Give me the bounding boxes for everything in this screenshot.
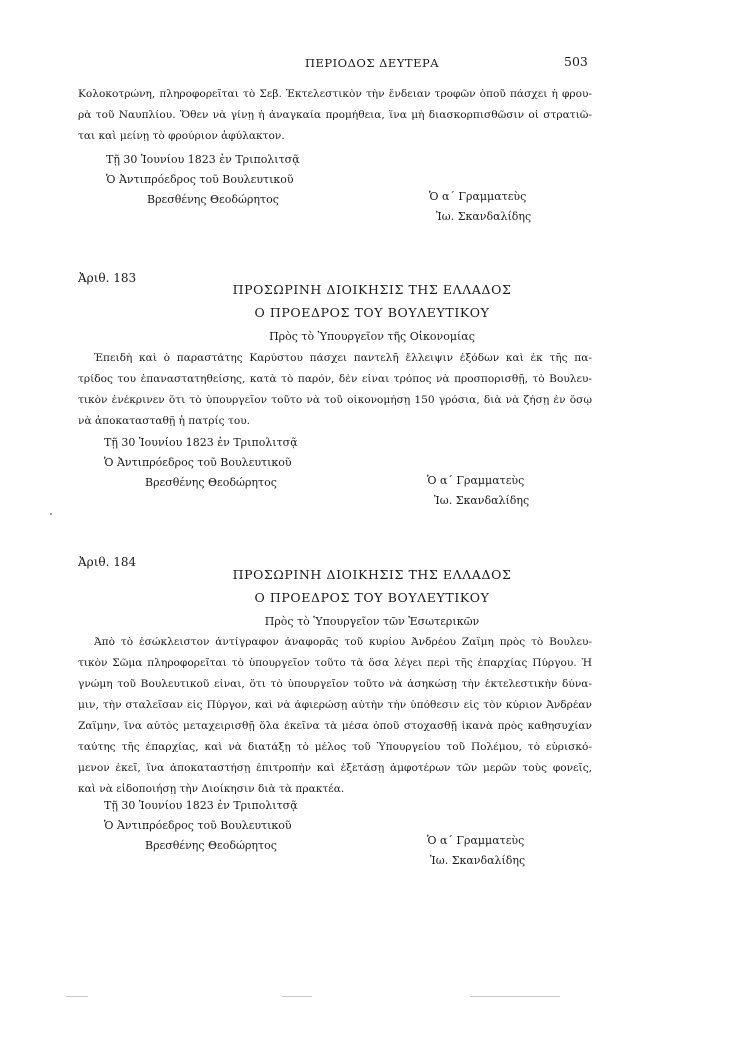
doc183-signer-title-left: Ὁ Ἀντιπρόεδρος τοῦ Βουλευτικοῦ — [104, 456, 292, 469]
doc183-number: Ἀριθ. 183 — [78, 271, 137, 285]
doc184-body-line-7: μενον ἐκεῖ, ἵνα ἀποκαταστήσῃ ἐπιτροπὴν καὶ ἐξετάσῃ ἀμφοτέρων τῶν μερῶν τοὺς φονεῖς, — [78, 763, 592, 774]
scan-speck — [50, 513, 52, 515]
doc183-header-government: ΠΡΟΣΩΡΙΝΗ ΔΙΟΙΚΗΣΙΣ ΤΗΣ ΕΛΛΑΔΟΣ — [232, 282, 512, 297]
doc184-body-line-5: Ζαΐμην, ἵνα αὐτὸς μεταχειρισθῇ ὅλα ἐκεῖνα τὰ μέσα ὁποῦ στοχασθῇ ἱκανὰ πρὸς καθησυχίαν — [78, 721, 592, 732]
continuation-signer-title-left: Ὁ Ἀντιπρόεδρος τοῦ Βουλευτικοῦ — [106, 173, 294, 186]
doc184-number: Ἀριθ. 184 — [78, 555, 137, 569]
doc184-body-line-4: μιν, τὴν σταλεῖσαν εἰς Πύργον, καὶ νὰ ἀφιερώσῃ αὐτὴν τὴν ὑπόθεσιν εἰς τὸν κύριον Ἀνδρέαν — [78, 700, 592, 711]
doc184-signer-name-right: Ἰω. Σκανδαλίδης — [430, 854, 526, 867]
continuation-line-1: Κολοκοτρώνη, πληροφορεῖται τὸ Σεβ. Ἐκτελεστικὸν τὴν ἔνδειαν τροφῶν ὁποῦ πάσχει ἡ φρου- — [78, 89, 592, 100]
scan-artifact — [470, 996, 560, 997]
doc184-signer-name-left: Βρεσθένης Θεοδώρητος — [145, 839, 277, 852]
doc183-signer-name-left: Βρεσθένης Θεοδώρητος — [145, 476, 277, 489]
doc184-date-place: Τῇ 30 Ἰουνίου 1823 ἐν Τριπολιτσᾷ — [104, 799, 298, 812]
doc184-signer-title-right: Ὁ α΄ Γραμματεὺς — [427, 834, 525, 847]
doc183-body-line-3: τικὸν ἐνέκρινεν ὅτι τὸ ὑπουργεῖον τοῦτο νὰ τοῦ οἰκονομήσῃ 150 γρόσια, διὰ νὰ ζήσῃ ἐν ὅσῳ — [78, 395, 592, 406]
scan-artifact — [66, 996, 88, 997]
doc184-body-line-8: καὶ νὰ εἰδοποιήσῃ τὴν Διοίκησιν διὰ τὰ πρακτέα. — [78, 783, 345, 795]
doc183-date-place: Τῇ 30 Ἰουνίου 1823 ἐν Τριπολιτσᾷ — [104, 436, 298, 449]
continuation-signer-name-left: Βρεσθένης Θεοδώρητος — [147, 193, 279, 206]
scan-artifact — [282, 996, 312, 997]
doc183-signer-title-right: Ὁ α΄ Γραμματεὺς — [427, 474, 525, 487]
doc184-body-line-3: γνώμη τοῦ Βουλευτικοῦ εἶναι, ὅτι τὸ ὑπουργεῖον τοῦτο νὰ ἀσηκώσῃ τὴν ἐκτελεστικὴν δύνα- — [78, 679, 592, 690]
doc184-addressee: Πρὸς τὸ Ὑπουργεῖον τῶν Ἐσωτερικῶν — [264, 615, 480, 628]
doc184-signer-title-left: Ὁ Ἀντιπρόεδρος τοῦ Βουλευτικοῦ — [104, 819, 292, 832]
continuation-line-3: ται καὶ μείνῃ τὸ φρούριον ἀφύλακτον. — [78, 130, 285, 142]
continuation-date-place: Τῇ 30 Ἰουνίου 1823 ἐν Τριπολιτσᾷ — [106, 153, 300, 166]
doc183-signer-name-right: Ἰω. Σκανδαλίδης — [434, 494, 530, 507]
doc184-header-government: ΠΡΟΣΩΡΙΝΗ ΔΙΟΙΚΗΣΙΣ ΤΗΣ ΕΛΛΑΔΟΣ — [232, 567, 512, 582]
doc183-body-line-2: τρίδος του ἐπαναστατηθείσης, κατὰ τὸ παρόν, δὲν εἶναι τρόπος νὰ προσπορισθῇ, τὸ Βουλευ- — [78, 374, 592, 385]
continuation-signer-title-right: Ὁ α΄ Γραμματεὺς — [429, 190, 527, 203]
continuation-signer-name-right: Ἰω. Σκανδαλίδης — [436, 210, 532, 223]
doc183-header-president: Ο ΠΡΟΕΔΡΟΣ ΤΟΥ ΒΟΥΛΕΥΤΙΚΟΥ — [254, 305, 490, 320]
doc183-body-line-1: Ἐπειδὴ καὶ ὁ παραστάτης Καρύστου πάσχει παντελῆ ἔλλειψιν ἐξόδων καὶ ἐκ τῆς πα- — [94, 353, 592, 364]
page-number: 503 — [564, 54, 588, 69]
running-title: ΠΕΡΙΟΔΟΣ ΔΕΥΤΕΡΑ — [304, 56, 440, 70]
doc184-body-line-2: τικὸν Σῶμα πληροφορεῖται τὸ ὑπουργεῖον τοῦτο τὰ ὅσα λέγει περὶ τῆς ἐπαρχίας Πύργου. Ἡ — [78, 658, 592, 669]
doc184-body-line-1: Ἀπὸ τὸ ἐσώκλειστον ἀντίγραφον ἀναφορᾶς τοῦ κυρίου Ἀνδρέου Ζαΐμη πρὸς τὸ Βουλευ- — [94, 637, 592, 648]
continuation-line-2: ρὰ τοῦ Ναυπλίου. Ὅθεν νὰ γίνῃ ἡ ἀναγκαία προμήθεια, ἵνα μὴ διασκορπισθῶσιν οἱ στρατιῶ- — [78, 110, 592, 121]
doc183-body-line-4: νὰ ἀποκατασταθῇ ἡ πατρίς του. — [78, 415, 251, 427]
doc183-addressee: Πρὸς τὸ Ὑπουργεῖον τῆς Οἰκονομίας — [269, 330, 475, 343]
doc184-body-line-6: ταύτης τῆς ἐπαρχίας, καὶ νὰ διατάξῃ τὸ μέλος τοῦ Ὑπουργείου τοῦ Πολέμου, τὸ εὑρισκό- — [78, 742, 592, 753]
doc184-header-president: Ο ΠΡΟΕΔΡΟΣ ΤΟΥ ΒΟΥΛΕΥΤΙΚΟΥ — [254, 590, 490, 605]
